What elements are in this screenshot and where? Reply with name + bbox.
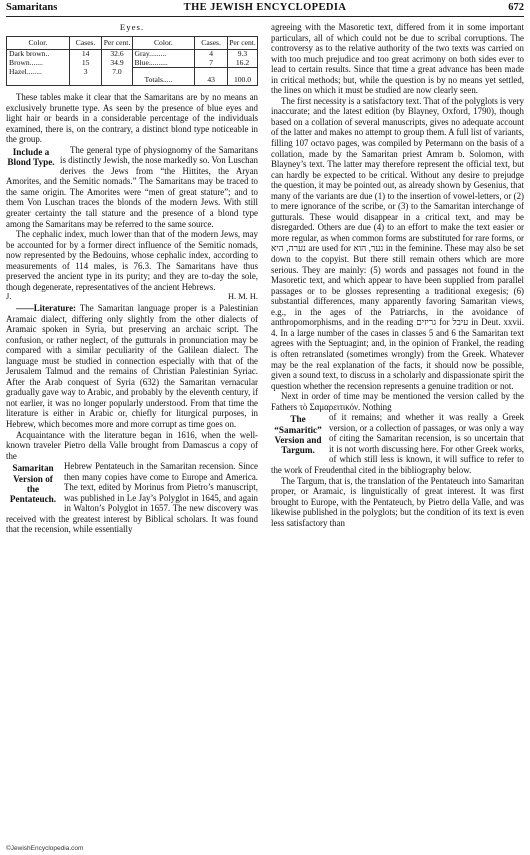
header-title: THE JEWISH ENCYCLOPEDIA xyxy=(183,2,347,13)
paragraph: These tables make it clear that the Samaritans are by no means an exclusively brunette type. As seen by the presence of blue eyes and light hair or beards in a considerable percentage of the individuals examined, there is, on the contrary, a distinct blond type noticeable in the group. xyxy=(6,92,258,145)
col-header: Color. xyxy=(132,36,195,50)
eyes-table xyxy=(6,36,258,86)
right-column xyxy=(271,22,524,528)
side-heading-blond-type: Include a Blond Type. xyxy=(7,146,55,168)
signature-initial: J. xyxy=(6,292,12,302)
table-cell: 7 xyxy=(195,59,228,68)
table-cell: 7.0 xyxy=(102,68,132,77)
table-cell: 4 xyxy=(195,50,228,59)
section-heading-literature: ——Literature: xyxy=(16,302,76,313)
table-cell: 15 xyxy=(69,59,102,68)
table-cell: 43 xyxy=(195,76,228,85)
paragraph-text: The Samaritan language proper is a Palestinian Aramaic dialect, differing only slightly from the other dialects of Aramaic spoken in Syria, but preserving an archaic script. The confusion, or rather neglect, of the gutturals in pronunciation may be compared with a similar peculiarity of the Galilean dialect. The language must be studied in connection especially with that of the Jerusalem Talmud and the remains of Christian Palestinian Syriac. After the Arab conquest of Syria (632) the Samaritan vernacular gradually gave way to Arabic, and probably by the eleventh century, if not earlier, it was no longer popularly understood. From that time the literature is either in Arabic or, chiefly for liturgical purposes, in Hebrew, which becomes more and more corrupt as time goes on. xyxy=(6,302,259,429)
running-header xyxy=(6,2,524,17)
table-cell: 9.3 xyxy=(227,50,257,59)
table-cell: Brown....... xyxy=(7,59,70,68)
col-header: Color. xyxy=(7,36,70,50)
table-cell: Dark brown.. xyxy=(7,50,70,59)
paragraph: of it remains; and whether it was really a Greek version, or a collection of passages, or was only a way of citing the Samaritan recension, is so uncertain that it is not worth discussing here. For other Greek works, of which still less is known, it will suffice to refer to the work of Freudenthal cited in the bibliography below. xyxy=(271,412,524,475)
table-cell: 14 xyxy=(69,50,102,59)
table-cell: 16.2 xyxy=(227,59,257,68)
header-section: Samaritans xyxy=(6,2,58,13)
table-cell: Hazel........ xyxy=(7,68,70,77)
copyright-footer: ©JewishEncyclopedia.com xyxy=(6,845,84,852)
col-header: Per cent. xyxy=(227,36,257,50)
table-row xyxy=(7,50,258,59)
side-heading-samaritan-version: Samaritan Version of the Pentateuch. xyxy=(9,463,57,505)
paragraph: Acquaintance with the literature began in 1616, when the well-known traveler Pietro della Valle brought from Damascus a copy of the xyxy=(6,429,258,461)
paragraph: Next in order of time may be mentioned the version called by the Fathers τὸ Σαμαρειτικόν. Nothing xyxy=(271,391,524,412)
left-column xyxy=(6,22,258,535)
table-cell: Totals..... xyxy=(132,76,195,85)
paragraph: Hebrew Pentateuch in the Samaritan recension. Since then many copies have come to Europe and America. The text, edited by Morinus from Pietro’s manuscript, was published in Le Jay’s Polyglot in 1645, and again in Walton’s Polyglot in 1657. The new discovery was received with the greatest interest by Biblical scholars. It was found that the recension, while essentially xyxy=(6,461,258,535)
table-title: Eyes. xyxy=(119,22,145,32)
table-header-row xyxy=(7,36,258,50)
paragraph: The cephalic index, much lower than that of the modern Jews, may be accounted for by a former direct influence of the Semitic nomads, now represented by the Bedouins, whose cephalic index, according to measurements of 114 males, is 76.3. The Samaritans have thus preserved the ancient type in its purity; and they are to-day the sole, though degenerate, representatives of the ancient Hebrews. xyxy=(6,229,258,292)
table-row xyxy=(7,59,258,68)
table-cell xyxy=(102,76,132,85)
signature-author: H. M. H. xyxy=(227,292,258,302)
table-cell: Blue.......... xyxy=(132,59,195,68)
table-cell xyxy=(69,76,102,85)
table-cell: 34.9 xyxy=(102,59,132,68)
table-cell: Gray......... xyxy=(132,50,195,59)
table-cell: 100.0 xyxy=(227,76,257,85)
paragraph: The first necessity is a satisfactory text. That of the polyglots is very inaccurate; and the latest edition (by Blayney, Oxford, 1790), though based on a collation of several manuscripts, gives no adequate account of the latter and makes no attempt to group them. A full list of variants, filling 107 octavo pages, was compiled by Petermann on the basis of a collation, made by the Samaritan priest Amram b. Solomon, with Blayney’s text. The latter may therefore represent the official text, but can hardly be expected to be critical. Without any desire to prejudge the question, it may be pointed out, as already shown by Gesenius, that many of the variants are due (1) to the insertion of vowel-letters, or (2) to mere ignorance of the scribe, or (3) to the Samaritan interchange of gutturals. These would disappear in a critical text, and may be disregarded. Others are due (4) to an effort to make the text easier or more regular, as when common forms are substituted for rare forms, or נערה, היא are used for נער, הוא in the feminine. These may also be set down to the copyist. But there still remain others which are more serious. They are mainly: (5) words and passages not found in the Masoretic text, and which appear to have been supplied from parallel passages or to be glosses representing a traditional exegesis; (6) substantial differences, many apparently favoring Samaritan views, e.g., in the ages of the Patriarchs, in the avoidance of anthropomorphisms, and in the reading גריזים for עיבל in Deut. xxvii. 4. In a large number of the cases in classes 5 and 6 the Samaritan text agrees with the Septuagint; and, in the opinion of Frankel, the reading is often retranslated (sometimes wrongly) from the Greek. Whatever may be the real explanation of the facts, it should now be possible, given a sound text, to discuss in a scholarly and dispassionate spirit the question whether the recension represents a genuine tradition or not. xyxy=(271,95,524,391)
table-row xyxy=(7,68,258,77)
col-header: Cases. xyxy=(69,36,102,50)
table-cell: 32.6 xyxy=(102,50,132,59)
table-row xyxy=(7,76,258,85)
col-header: Per cent. xyxy=(102,36,132,50)
page-number: 672 xyxy=(508,2,524,13)
paragraph: The Targum, that is, the translation of the Pentateuch into Samaritan proper, or Aramaic, is linguistically of great interest. It was first brought to Europe, with the Pentateuch, by Pietro della Valle, and was likewise published in the polyglots; but the condition of its text is even less satisfactory than xyxy=(271,475,524,528)
paragraph xyxy=(6,303,258,430)
side-heading-samaritic-version: The “Samaritic” Version and Targum. xyxy=(274,414,322,456)
table-cell xyxy=(7,76,70,85)
table-cell: 3 xyxy=(69,68,102,77)
paragraph: The general type of physiognomy of the Samaritans is distinctly Jewish, the nose markedly so. Von Luschan derives the Jews from “the Hittites, the Aryan Amorites, and the Semitic nomads.” The Samaritans may be traced to the same origin. The Amorites were “men of great stature”; and to them Von Luschan traces the blonds of the modern Jews. With still greater certainty the tall stature and the presence of a blond type among the Samaritans may be referred to the same source. xyxy=(6,144,258,229)
signature-line xyxy=(6,292,258,303)
col-header: Cases. xyxy=(195,36,228,50)
paragraph: agreeing with the Masoretic text, differed from it in some important particulars, all of which could not be due to scribal corruptions. The controversy as to the relative authority of the two texts was carried on with too much prejudice and too great acrimony on both sides ever to lead to certain results. Since that time a great advance has been made in critical methods; but, while the question is by no means yet settled, the lines on which it must be studied are now clearly seen. xyxy=(271,22,524,96)
